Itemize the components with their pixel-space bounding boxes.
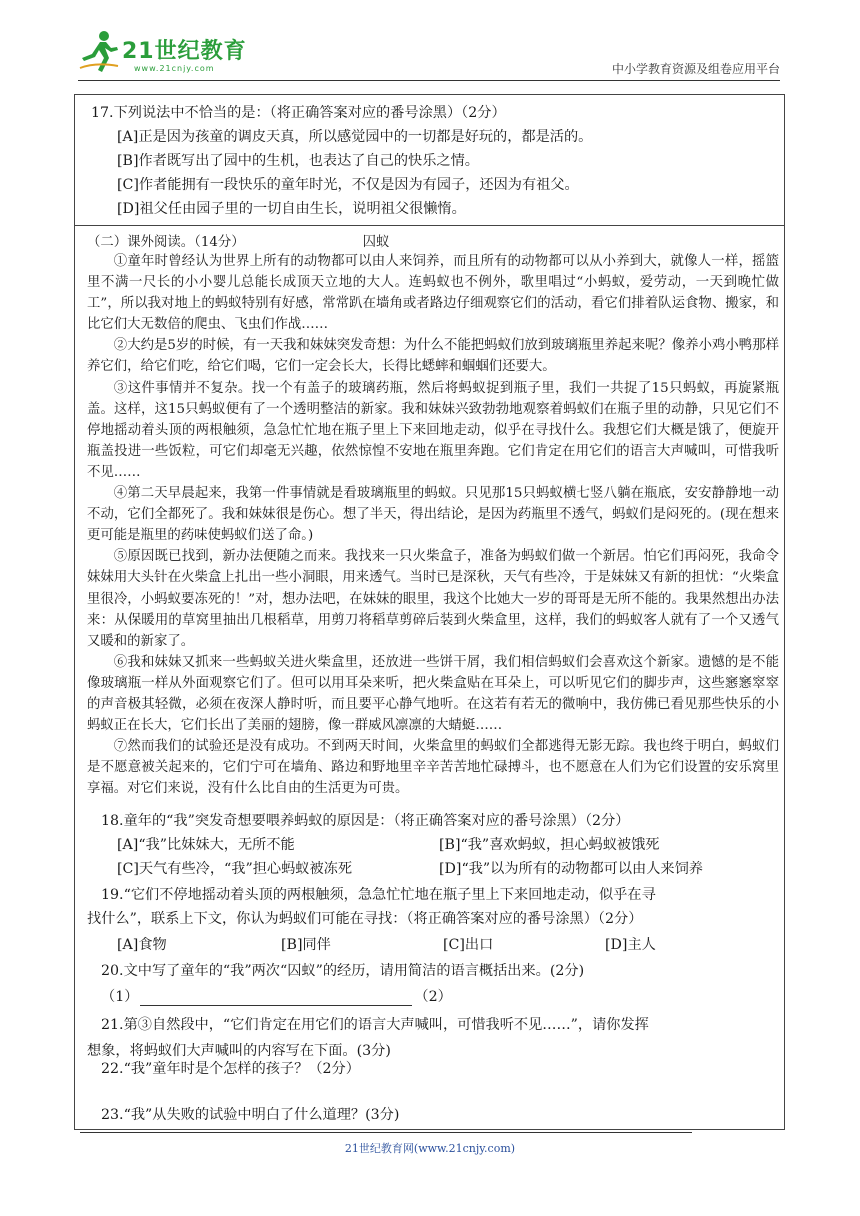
q17-option-d[interactable]: [D]祖父任由园子里的一切自由生长，说明祖父很懒惰。 — [117, 201, 466, 217]
q21-stem-line1: 21.第③自然段中，“它们肯定在用它们的语言大声喊叫，可惜我听不见……”，请你发挥 — [101, 1017, 649, 1033]
passage-paragraph-2: ②大约是5岁的时候，有一天我和妹妹突发奇想：为什么不能把蚂蚁们放到玻璃瓶里养起来呢？像养小鸡小鸭那样养它们，给它们吃，给它们喝，它们一定会长大，长得比蟋蟀和蝈蝈们还要大。 — [87, 338, 779, 375]
passage-paragraph-7: ⑦然而我们的试验还是没有成功。不到两天时间，火柴盒里的蚂蚁们全都逃得无影无踪。我也终于明白，蚂蚁们是不愿意被关起来的，它们宁可在墙角、路边和野地里辛辛苦苦地忙碌搏斗，也不愿意在人们为它们设置的安乐窝里享福。对它们来说，没有什么比自由的生活更为可贵。 — [87, 739, 779, 797]
story-title: 囚蚁 — [362, 235, 390, 250]
q18-option-a[interactable]: [A]“我”比妹妹大，无所不能 — [117, 837, 295, 853]
page-header — [78, 28, 780, 84]
site-logo[interactable] — [78, 28, 288, 78]
q19-option-d[interactable]: [D]主人 — [605, 937, 656, 953]
q20-answer-row — [101, 985, 452, 1009]
logo-text: 21世纪教育 — [122, 39, 247, 64]
q19-option-a[interactable]: [A]食物 — [117, 937, 167, 953]
q23-stem: 23.“我”从失败的试验中明白了什么道理？(3分) — [101, 1107, 400, 1123]
section-divider — [75, 225, 784, 226]
q17-stem: 17.下列说法中不恰当的是：（将正确答案对应的番号涂黑）（2分） — [91, 105, 506, 121]
q17-option-b[interactable]: [B]作者既写出了园中的生机，也表达了自己的快乐之情。 — [117, 153, 479, 169]
q18-stem: 18.童年的“我”突发奇想要喂养蚂蚁的原因是：（将正确答案对应的番号涂黑）（2分） — [101, 813, 630, 829]
passage-paragraph-1: ①童年时曾经认为世界上所有的动物都可以由人来饲养，而且所有的动物都可以从小养到大，就像人一样，摇篮里不满一尺长的小小婴儿总能长成顶天立地的大人。连蚂蚁也不例外，歌里唱过“小蚂蚁，爱劳动，一天到晚忙做工”，所以我对地上的蚂蚁特别有好感，常常趴在墙角或者路边仔细观察它们的活动，看它们排着队运食物、搬家，和比它们大无数倍的爬虫、飞虫们作战…… — [87, 254, 779, 333]
passage-paragraph-4: ④第二天早晨起来，我第一件事情就是看玻璃瓶里的蚂蚁。只见那15只蚂蚁横七竖八躺在瓶底，安安静静地一动不动，它们全都死了。我和妹妹很是伤心。想了半天，得出结论，是因为药瓶里不透气，蚂蚁们是闷死的。(现在想来更可能是瓶里的药味使蚂蚁们送了命。) — [87, 486, 779, 544]
header-divider — [78, 80, 780, 81]
q19-stem-line1: 19.“它们不停地摇动着头顶的两根触须，急急忙忙地在瓶子里上下来回地走动，似乎在寻 — [101, 887, 656, 903]
passage-paragraph-5: ⑤原因既已找到，新办法便随之而来。我找来一只火柴盒子，准备为蚂蚁们做一个新居。怕它们再闷死，我命令妹妹用大头针在火柴盒上扎出一些小洞眼，用来透气。当时已是深秋，天气有些冷，于是妹妹又有新的担忧：“火柴盒里很冷，小蚂蚁要冻死的！”对，想办法吧，在妹妹的眼里，我这个比她大一岁的哥哥是无所不能的。我果然想出办法来：从保暖用的草窝里抽出几根稻草，用剪刀将稻草剪碎后装到火柴盒里，这样，我们的蚂蚁客人就有了一个又透气又暖和的新家了。 — [87, 549, 779, 649]
q20-blank1-input[interactable] — [140, 989, 412, 1006]
passage-paragraph-3: ③这件事情并不复杂。找一个有盖子的玻璃药瓶，然后将蚂蚁捉到瓶子里，我们一共捉了15只蚂蚁，再旋紧瓶盖。这样，这15只蚂蚁便有了一个透明整洁的新家。我和妹妹兴致勃勃地观察着蚂蚁们在瓶子里的动静，只见它们不停地摇动着头顶的两根触须，急急忙忙地在瓶子里上下来回地走动，似乎在寻找什么。我想它们大概是饿了，便旋开瓶盖投进一些饭粒，可它们却毫无兴趣，依然惊惶不安地在瓶里奔跑。它们肯定在用它们的语言大声喊叫，可惜我听不见…… — [87, 380, 779, 480]
q20-blank1-label: （1） — [101, 989, 139, 1005]
q20-stem: 20.文中写了童年的“我”两次“囚蚁”的经历，请用简洁的语言概括出来。(2分) — [101, 963, 585, 979]
q18-option-d[interactable]: [D]“我”以为所有的动物都可以由人来饲养 — [439, 861, 703, 877]
q17-option-c[interactable]: [C]作者能拥有一段快乐的童年时光，不仅是因为有园子，还因为有祖父。 — [117, 177, 579, 193]
q18-option-b[interactable]: [B]“我”喜欢蚂蚁，担心蚂蚁被饿死 — [439, 837, 660, 853]
q19-stem-line2: 找什么”，联系上下文，你认为蚂蚁们可能在寻找：（将正确答案对应的番号涂黑）（2分） — [87, 911, 643, 927]
footer-divider — [80, 1132, 692, 1133]
runner-logo-icon — [78, 28, 122, 74]
section-title: （二）课外阅读。（14分） — [87, 235, 245, 250]
q21-stem-line2: 想象，将蚂蚁们大声喊叫的内容写在下面。(3分) — [87, 1043, 391, 1059]
question-frame — [74, 94, 785, 1130]
q22-stem: 22.“我”童年时是个怎样的孩子？（2分） — [101, 1061, 360, 1077]
logo-subtext: www.21cnjy.com — [134, 64, 215, 73]
passage-paragraph-6: ⑥我和妹妹又抓来一些蚂蚁关进火柴盒里，还放进一些饼干屑，我们相信蚂蚁们会喜欢这个新家。遗憾的是不能像玻璃瓶一样从外面观察它们了。但可以用耳朵来听，把火柴盒贴在耳朵上，可以听见它们的脚步声，这些窸窸窣窣的声音极其轻微，必须在夜深人静时听，而且要平心静气地听。在这若有若无的微响中，我仿佛已看见那些快乐的小蚂蚁正在长大，它们长出了美丽的翅膀，像一群威风凛凛的大蜻蜓…… — [87, 654, 779, 734]
q19-option-c[interactable]: [C]出口 — [443, 937, 494, 953]
q20-blank2-label: （2） — [414, 989, 452, 1005]
q19-option-b[interactable]: [B]同伴 — [281, 937, 331, 953]
q18-option-c[interactable]: [C]天气有些冷，“我”担心蚂蚁被冻死 — [117, 861, 353, 877]
platform-name: 中小学教育资源及组卷应用平台 — [611, 62, 780, 76]
reading-passage — [87, 251, 779, 799]
section-heading — [87, 233, 389, 253]
q17-option-a[interactable]: [A]正是因为孩童的调皮天真，所以感觉园中的一切都是好玩的，都是活的。 — [117, 129, 593, 145]
footer-link[interactable]: 21世纪教育网(www.21cnjy.com) — [344, 1142, 516, 1155]
